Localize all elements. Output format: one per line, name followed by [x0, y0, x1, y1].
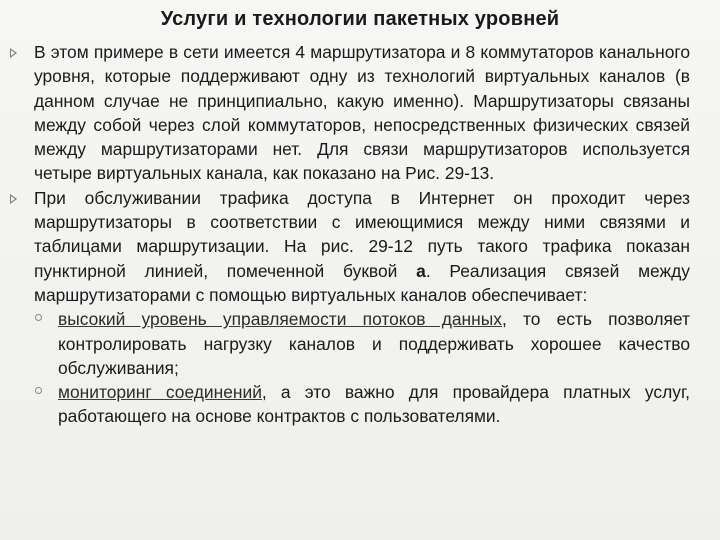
path-letter: а	[416, 260, 426, 281]
triangle-bullet-icon	[10, 48, 17, 58]
paragraph-text-end: . Реализация связей между маршрутизаторами с помощью виртуальных каналов обеспечивает:	[34, 260, 690, 305]
triangle-bullet-icon	[10, 194, 17, 204]
sub-bullet-text: , а это важно для провайдера платных услуг, работающего на основе контрактов с пользователями.	[58, 382, 690, 427]
sub-bullet-list	[10, 307, 690, 428]
sub-bullet-manageability	[34, 307, 690, 380]
sub-bullet-monitoring	[34, 380, 690, 429]
bullet-paragraph-network-example	[10, 40, 690, 186]
link-manageability[interactable]: высокий уровень управляемости потоков данных	[58, 309, 502, 330]
circle-bullet-icon	[35, 387, 42, 394]
paragraph-text-start: При обслуживании трафика доступа в Интернет он проходит через маршрутизаторы в соответствии с имеющимися между ними связями и таблицами маршрутизации. На рис. 29-12 путь такого трафика показан пунктирной линией, помеченной буквой	[34, 187, 690, 281]
link-connection-monitoring[interactable]: мониторинг соединений	[58, 382, 262, 403]
slide-content	[10, 40, 690, 429]
bullet-paragraph-internet-traffic	[10, 186, 690, 307]
slide-title: Услуги и технологии пакетных уровней	[160, 8, 560, 30]
sub-bullet-text: , то есть позволяет контролировать нагрузку каналов и поддерживать хорошее качество обслуживания;	[58, 309, 690, 378]
paragraph-text: В этом примере в сети имеется 4 маршрутизатора и 8 коммутаторов канального уровня, которые поддерживают одну из технологий виртуальных каналов (в данном случае не принципиально, какую именно). Маршрутизаторы связаны между собой через слой коммутаторов, непосредственных физических связей между маршрутизаторами нет. Для связи маршрутизаторов используется четыре виртуальных канала, как показано на Рис. 29-13.	[34, 42, 690, 184]
circle-bullet-icon	[35, 314, 42, 321]
